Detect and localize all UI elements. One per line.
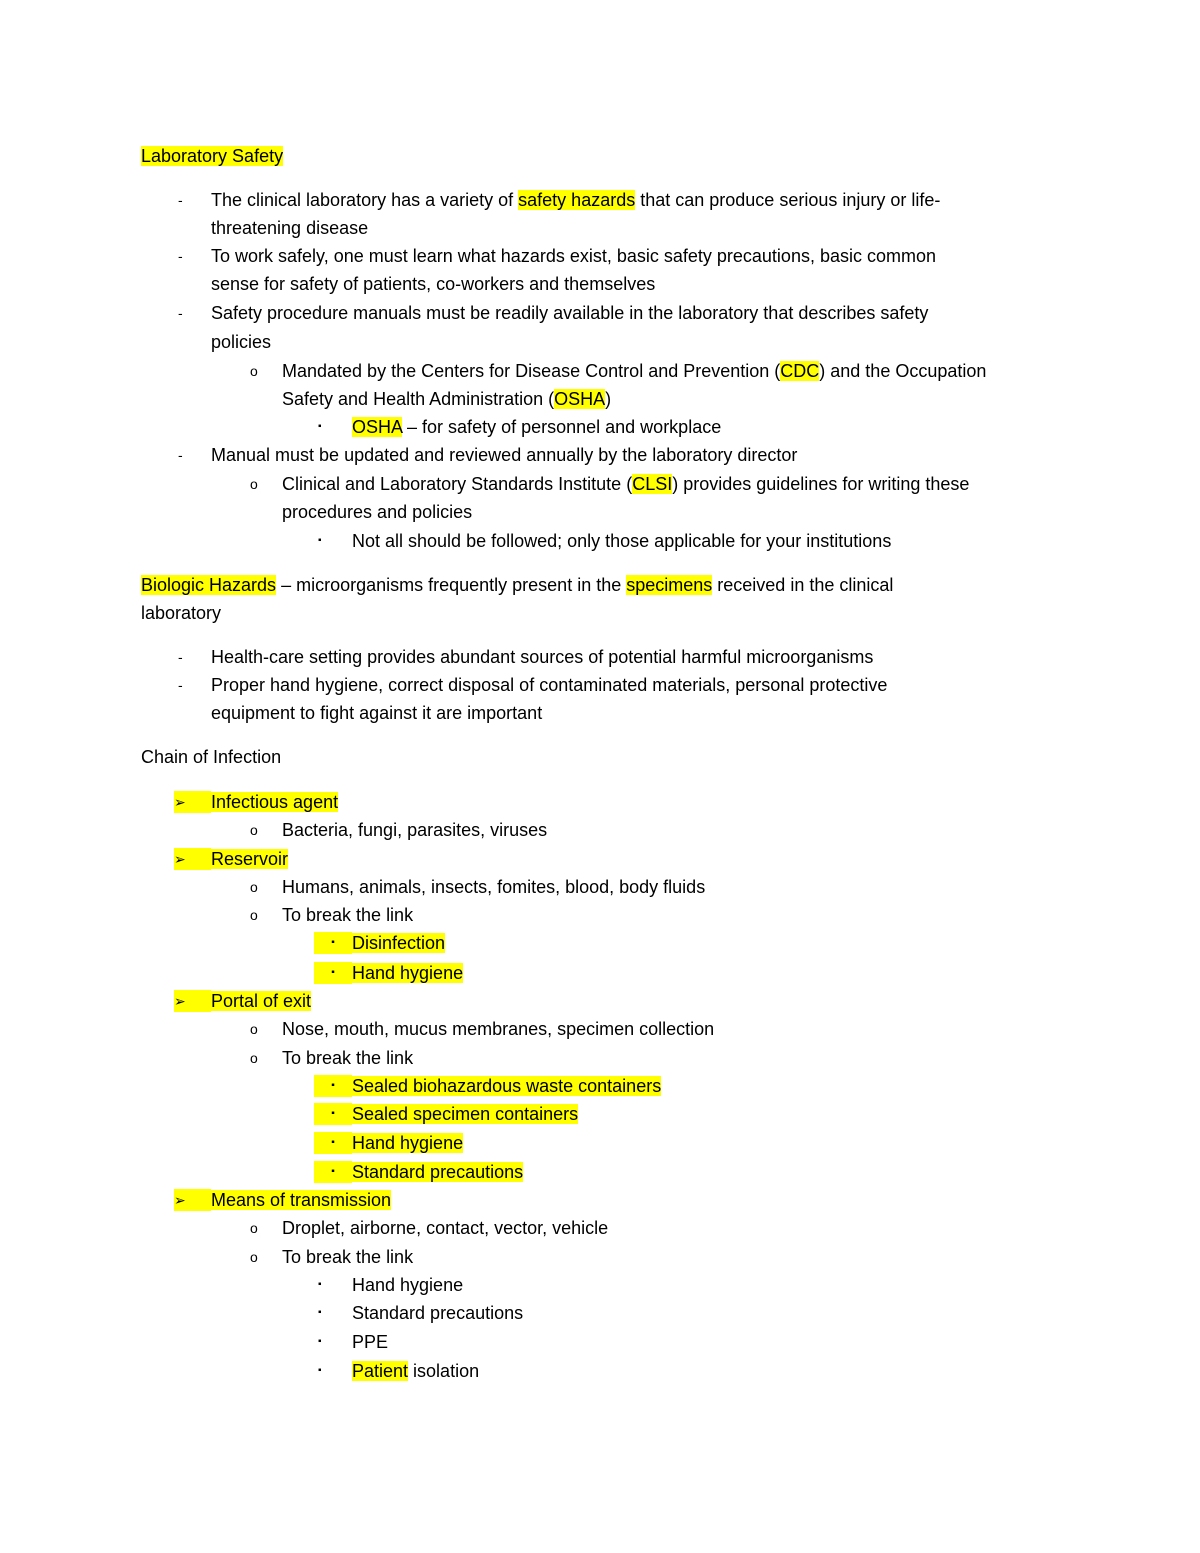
dash-bullet: - — [178, 192, 183, 208]
list-item: Health-care setting provides abundant sources of potential harmful microorganisms — [211, 647, 874, 667]
list-item: Nose, mouth, mucus membranes, specimen collection — [282, 1019, 715, 1039]
arrow-bullet: ➢ — [174, 1189, 211, 1211]
square-bullet: ▪ — [318, 1307, 322, 1318]
list-item: Standard precautions — [352, 1303, 524, 1323]
arrow-bullet: ➢ — [174, 848, 211, 870]
dash-bullet: - — [178, 305, 183, 321]
circle-bullet: o — [250, 1021, 258, 1037]
circle-bullet: o — [250, 1050, 258, 1066]
square-bullet: ▪ — [318, 1365, 322, 1376]
paragraph-continuation: laboratory — [141, 603, 222, 623]
list-item: To break the link — [282, 1048, 414, 1068]
dash-bullet: - — [178, 677, 183, 693]
list-item: PPE — [352, 1332, 389, 1352]
dash-bullet: - — [178, 248, 183, 264]
list-item: To break the link — [282, 905, 414, 925]
circle-bullet: o — [250, 476, 258, 492]
list-item-continuation: procedures and policies — [282, 502, 473, 522]
list-item: Reservoir — [211, 849, 289, 869]
square-bullet: ▪ — [314, 1132, 352, 1154]
list-item: Bacteria, fungi, parasites, viruses — [282, 820, 548, 840]
dash-bullet: - — [178, 649, 183, 665]
list-item: Standard precautions — [352, 1162, 524, 1182]
list-item: Droplet, airborne, contact, vector, vehicle — [282, 1218, 609, 1238]
list-item-continuation: sense for safety of patients, co-workers and themselves — [211, 274, 656, 294]
arrow-bullet: ➢ — [174, 990, 211, 1012]
square-bullet: ▪ — [318, 421, 322, 432]
list-item: Patient isolation — [352, 1361, 480, 1381]
circle-bullet: o — [250, 879, 258, 895]
list-item-continuation: equipment to fight against it are important — [211, 703, 543, 723]
square-bullet: ▪ — [314, 1103, 352, 1125]
list-item: Hand hygiene — [352, 1133, 464, 1153]
list-item: Mandated by the Centers for Disease Control and Prevention (CDC) and the Occupation — [282, 361, 987, 381]
square-bullet: ▪ — [318, 535, 322, 546]
list-item: Portal of exit — [211, 991, 312, 1011]
list-item: Sealed specimen containers — [352, 1104, 579, 1124]
list-item: Hand hygiene — [352, 963, 464, 983]
circle-bullet: o — [250, 1249, 258, 1265]
list-item: Humans, animals, insects, fomites, blood, body fluids — [282, 877, 706, 897]
circle-bullet: o — [250, 363, 258, 379]
section-title-laboratory-safety: Laboratory Safety — [141, 146, 284, 166]
list-item-continuation: threatening disease — [211, 218, 369, 238]
list-item: Not all should be followed; only those applicable for your institutions — [352, 531, 892, 551]
list-item: Clinical and Laboratory Standards Institute (CLSI) provides guidelines for writing these — [282, 474, 970, 494]
square-bullet: ▪ — [318, 1279, 322, 1290]
list-item: OSHA – for safety of personnel and workplace — [352, 417, 722, 437]
square-bullet: ▪ — [314, 962, 352, 984]
square-bullet: ▪ — [318, 1336, 322, 1347]
list-item: To work safely, one must learn what hazards exist, basic safety precautions, basic common — [211, 246, 936, 266]
list-item: Manual must be updated and reviewed annually by the laboratory director — [211, 445, 798, 465]
list-item: Disinfection — [352, 933, 446, 953]
square-bullet: ▪ — [314, 1161, 352, 1183]
list-item: The clinical laboratory has a variety of safety hazards that can produce serious injury or life- — [211, 190, 941, 210]
circle-bullet: o — [250, 822, 258, 838]
circle-bullet: o — [250, 907, 258, 923]
section-title-chain-of-infection: Chain of Infection — [141, 747, 282, 767]
square-bullet: ▪ — [314, 1075, 352, 1097]
arrow-bullet: ➢ — [174, 791, 211, 813]
dash-bullet: - — [178, 447, 183, 463]
list-item: Means of transmission — [211, 1190, 392, 1210]
list-item: Proper hand hygiene, correct disposal of contaminated materials, personal protective — [211, 675, 888, 695]
list-item: To break the link — [282, 1247, 414, 1267]
paragraph-biologic-hazards: Biologic Hazards – microorganisms frequently present in the specimens received in the clinical — [141, 575, 894, 595]
list-item-continuation: Safety and Health Administration (OSHA) — [282, 389, 612, 409]
list-item: Sealed biohazardous waste containers — [352, 1076, 662, 1096]
list-item-continuation: policies — [211, 332, 272, 352]
list-item: Infectious agent — [211, 792, 339, 812]
list-item: Hand hygiene — [352, 1275, 464, 1295]
circle-bullet: o — [250, 1220, 258, 1236]
list-item: Safety procedure manuals must be readily available in the laboratory that describes safety — [211, 303, 929, 323]
square-bullet: ▪ — [314, 932, 352, 954]
